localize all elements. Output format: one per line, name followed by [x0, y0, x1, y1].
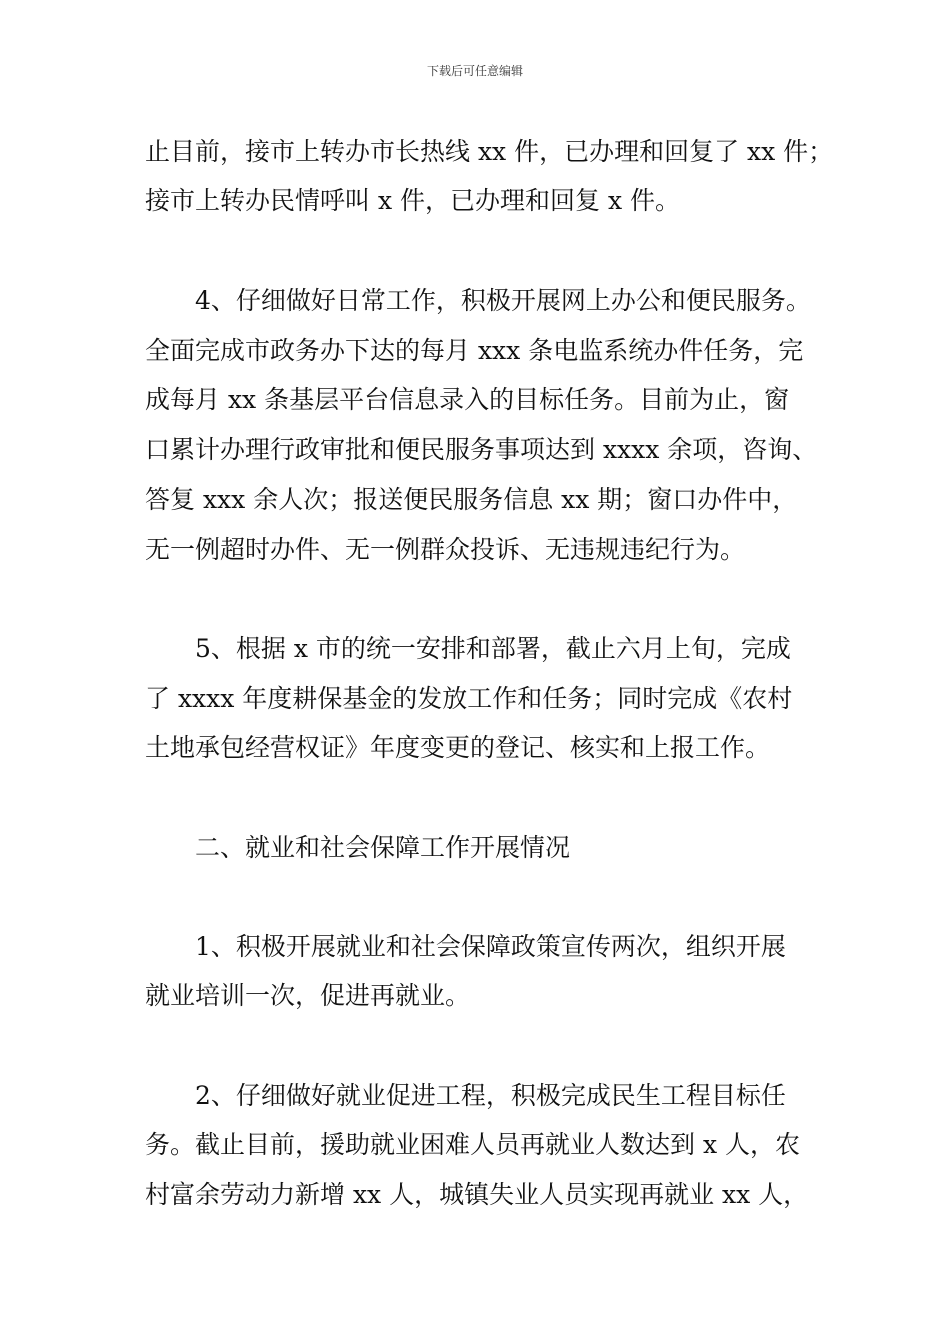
section-heading: 二、就业和社会保障工作开展情况	[195, 833, 571, 862]
paragraph-line: 全面完成市政务办下达的每月 xxx 条电监系统办件任务，完	[145, 336, 804, 365]
paragraph-line: 接市上转办民情呼叫 x 件，已办理和回复 x 件。	[145, 186, 680, 215]
paragraph-line: 无一例超时办件、无一例群众投诉、无违规违纪行为。	[145, 535, 746, 564]
paragraph-line: 成每月 xx 条基层平台信息录入的目标任务。目前为止，窗	[145, 385, 790, 414]
paragraph-line: 村富余劳动力新增 xx 人，城镇失业人员实现再就业 xx 人，	[145, 1180, 809, 1209]
paragraph-line: 4、仔细做好日常工作，积极开展网上办公和便民服务。	[195, 286, 811, 315]
paragraph-line: 5、根据 x 市的统一安排和部署，截止六月上旬，完成	[195, 634, 791, 663]
paragraph-line: 了 xxxx 年度耕保基金的发放工作和任务；同时完成《农村	[145, 684, 793, 713]
paragraph-line: 1、积极开展就业和社会保障政策宣传两次，组织开展	[195, 932, 786, 961]
paragraph-line: 2、仔细做好就业促进工程，积极完成民生工程目标任	[195, 1081, 786, 1110]
page-header: 下载后可任意编辑	[426, 64, 523, 78]
paragraph-line: 土地承包经营权证》年度变更的登记、核实和上报工作。	[145, 733, 771, 762]
paragraph-line: 口累计办理行政审批和便民服务事项达到 xxxx 余项，咨询、	[145, 435, 818, 464]
paragraph-line: 务。截止目前，援助就业困难人员再就业人数达到 x 人，农	[145, 1130, 800, 1159]
paragraph-line: 止目前，接市上转办市长热线 xx 件，已办理和回复了 xx 件；	[145, 137, 834, 166]
paragraph-line: 就业培训一次，促进再就业。	[145, 981, 471, 1010]
paragraph-line: 答复 xxx 余人次；报送便民服务信息 xx 期；窗口办件中，	[145, 485, 798, 514]
